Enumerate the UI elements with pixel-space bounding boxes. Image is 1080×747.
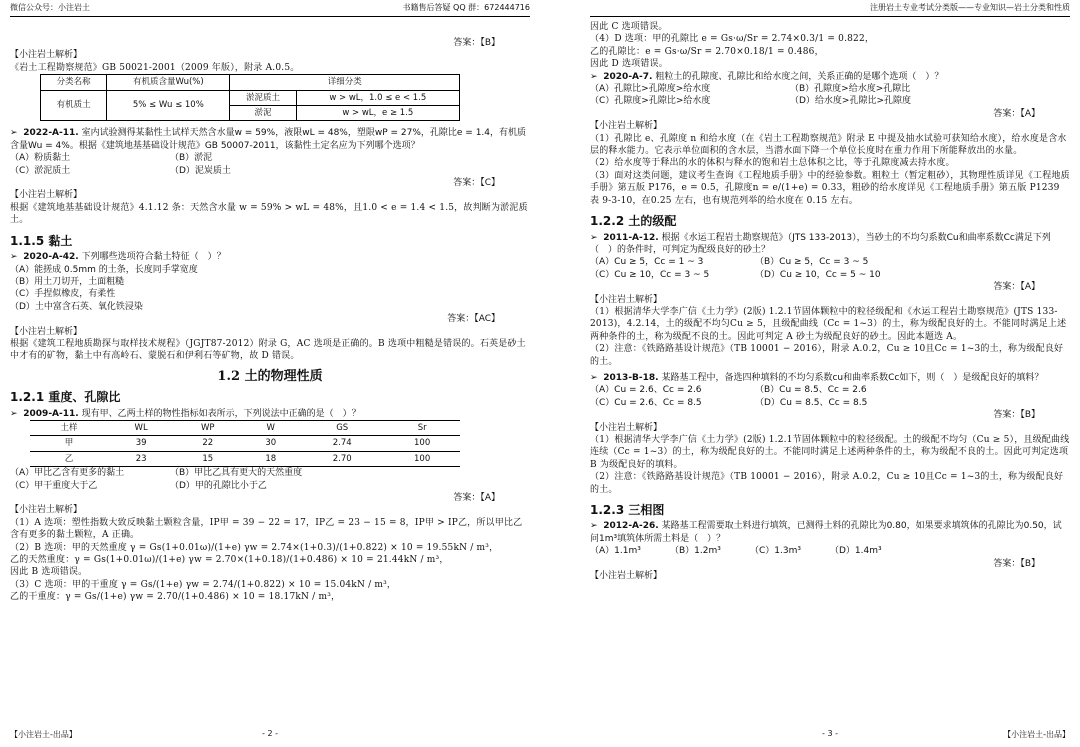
question: ➢ 2009-A-11. 现有甲、乙两土样的物性指标如表所示，下列说法中正确的是（ ）？	[10, 408, 361, 419]
option: （D）给水度>孔隙比>孔隙度	[790, 96, 912, 107]
question-text: 某路基工程中，备选四种填料的不均匀系数cu和曲率系数Cc如下，则（ ）是级配良好的填料？	[661, 372, 1044, 383]
page-body	[10, 17, 530, 604]
option: （B）孔隙度>给水度>孔隙比	[790, 84, 911, 95]
question-text: 粗粒土的孔隙度、孔隙比和给水度之间，关系正确的是哪个选项（ ）？	[655, 71, 944, 82]
explanation-text: （2）B 选项：甲的天然重度 γ = Gs(1+0.01ω)/(1+e) γw = 2.74×(1+0.3)/(1+0.822) × 10 = 19.55kN / m³，	[10, 542, 499, 553]
table-row	[30, 451, 460, 466]
table-cell: 15	[174, 451, 241, 466]
options	[590, 384, 1070, 409]
options	[590, 545, 1070, 557]
section-heading: 1.2.1 重度、孔隙比	[10, 390, 121, 405]
organic-soil-table	[40, 74, 460, 121]
page-footer	[590, 729, 1070, 743]
table-cell: 30	[241, 436, 300, 451]
answer-label: 答案：【AC】	[447, 314, 500, 325]
table-cell: 淤泥质土	[230, 90, 296, 105]
options	[10, 152, 530, 177]
option: （B）淤泥	[170, 153, 213, 164]
answer-label: 答案：【A】	[453, 493, 500, 503]
option: （D）1.4m³	[830, 546, 882, 557]
explanation-text: （2）给水度等于释出的水的体积与释水的饱和岩土总体积之比，等于孔隙度减去持水度。	[590, 158, 955, 169]
question-id: 2012-A-26.	[603, 521, 659, 532]
question: ➢ 2020-A-42. 下列哪些选项符合黏土特征（ ）？	[10, 252, 226, 263]
table-cell: w > wL，1.0 ≤ e < 1.5	[296, 90, 459, 105]
answer-label: 答案：【A】	[993, 108, 1040, 119]
explanation-text: （1）根据清华大学李广信《土力学》(2版) 1.2.1节固体颗粒中的粒径级配和《水运工程岩土勘察规范》(JTS 133-2013)，4.2.14，土的级配不均匀Cu ≥ 5，且级配曲线（Cc = 1~3）的土，称为级配良好的土。不能同时满足上述两种条件的土，称为级配不良的土。因此可判定 A 砂土为级配良好的砂土。因此本题选 A。	[590, 306, 1067, 342]
table-header: 有机质含量Wu(%)	[107, 75, 230, 90]
answer-label: 答案：【A】	[993, 282, 1040, 293]
section-heading: 1.2.3 三相图	[590, 503, 665, 518]
right-page	[540, 0, 1080, 747]
table-header: GS	[300, 420, 384, 435]
section-heading: 1.1.5 黏土	[10, 233, 73, 248]
option: （A）Cu = 2.6、Cc = 2.6	[590, 385, 702, 396]
option: （A）Cu ≥ 5，Cc = 1 ~ 3	[590, 257, 704, 268]
option: （B）Cu ≥ 5，Cc = 3 ~ 5	[755, 257, 869, 268]
table-header: WL	[108, 420, 174, 435]
footer-brand: 【小注岩土-出品】	[1003, 730, 1070, 739]
options	[590, 83, 1070, 108]
table-cell: 乙	[30, 451, 108, 466]
question-text: 某路基工程需要取土料进行填筑，已测得土料的孔隙比为0.80，如果要求填筑体的孔隙比为0.50，试问1m³填筑体所需土料是（ ）？	[590, 521, 1062, 544]
question: ➢ 2012-A-26. 某路基工程需要取土料进行填筑，已测得土料的孔隙比为0.80，如果要求填筑体的孔隙比为0.50，试问1m³填筑体所需土料是（ ）？	[590, 521, 1062, 544]
option: （A）粉质黏土	[10, 153, 71, 164]
table-header: Sr	[384, 420, 460, 435]
options	[10, 467, 530, 492]
explanation-tag: 【小注岩土解析】	[10, 190, 83, 201]
option: （A）孔隙比>孔隙度>给水度	[590, 84, 711, 95]
header-right-text: 书籍售后答疑 QQ 群：672444716	[402, 3, 530, 12]
explanation-tag: 【小注岩土解析】	[590, 422, 663, 433]
option: （A）能搓成 0.5mm 的土条，长度同手掌宽度	[10, 264, 198, 275]
table-cell: 23	[108, 451, 174, 466]
question-id: 2022-A-11.	[23, 128, 79, 139]
option: （A）甲比乙含有更多的黏土	[10, 468, 125, 479]
explanation-text: 根据《建筑工程地质勘探与取样技术规程》（JGJT87-2012）附录 G，AC 选项是正确的。B 选项中粗糙是错误的。石英是砂土中才有的矿物，黏土中有高岭石、蒙脱石和伊利石等矿物，故 D 错误。	[10, 338, 526, 362]
explanation-text: 乙的孔隙比：e = Gs·ω/Sr = 2.70×0.18/1 = 0.486，	[590, 46, 824, 57]
table-cell: 18	[241, 451, 300, 466]
option: （C）Cu ≥ 10，Cc = 3 ~ 5	[590, 269, 710, 280]
question: ➢ 2013-B-18. 某路基工程中，备选四种填料的不均匀系数cu和曲率系数Cc如下，则（ ）是级配良好的填料？	[590, 372, 1044, 383]
option: （B）甲比乙具有更大的天然重度	[170, 468, 303, 479]
table-cell: 有机质土	[41, 90, 107, 121]
option: （C）淤泥质土	[10, 165, 71, 176]
question-id: 2013-B-18.	[603, 372, 659, 383]
table-cell: 5% ≤ Wu ≤ 10%	[107, 90, 230, 121]
option: （C）甲干重度大于乙	[10, 480, 98, 491]
soil-sample-table	[30, 420, 460, 467]
header-left-text: 微信公众号：小注岩土	[10, 3, 90, 12]
question: ➢ 2020-A-7. 粗粒土的孔隙度、孔隙比和给水度之间，关系正确的是哪个选项（ ）？	[590, 71, 944, 82]
explanation-text: 因此 D 选项错误。	[590, 59, 668, 70]
option: （B）Cu = 8.5、Cc = 2.6	[755, 385, 867, 396]
chapter-heading: 1.2 土的物理性质	[217, 368, 323, 384]
explanation-text: （3）面对这类问题，建议考生查询《工程地质手册》中的经验参数。粗粒土（暂定粗砂），其物理性质详见《工程地质手册》第五版 P176，e = 0.5，孔隙度n = e/(1+e) = 0.33，粗砂的给水度详见《工程地质手册》第五版 P1239 表 9-3-10，在0.25 左右，也有规范列举的给水度在 0.15 左右。	[590, 170, 1070, 206]
page-header	[590, 0, 1070, 17]
explanation-text: （2）注意：《铁路路基设计规范》（TB 10001 − 2016），附录 A.0.2，Cu ≥ 10且Cc = 1~3的土，称为级配良好的土。	[590, 472, 1064, 495]
explanation-tag: 【小注岩土解析】	[10, 505, 83, 516]
answer-label: 答案：【B】	[993, 558, 1040, 569]
explanation-text: （4）D 选项：甲的孔隙比 e = Gs·ω/Sr = 2.74×0.3/1 = 0.822，	[590, 34, 875, 45]
explanation-text: （1）A 选项：塑性指数大致反映黏土颗粒含量，IP甲 = 39 − 22 = 17，IP乙 = 23 − 15 = 8，IP甲 > IP乙，所以甲比乙含有更多的黏土颗粒，A 正确。	[10, 517, 523, 541]
option: （C）Cu = 2.6、Cc = 8.5	[590, 397, 702, 408]
table-cell: 淤泥	[230, 106, 296, 121]
explanation-text: （3）C 选项：甲的干重度 γ = Gs/(1+e) γw = 2.74/(1+0.822) × 10 = 15.04kN / m³，	[10, 579, 397, 590]
table-header: WP	[174, 420, 241, 435]
page-number: - 2 -	[262, 729, 278, 738]
answer-label: 答案：【B】	[993, 410, 1040, 421]
answer-label: 答案：【C】	[453, 178, 500, 189]
table-cell: 100	[384, 451, 460, 466]
explanation-tag: 【小注岩土解析】	[590, 294, 663, 305]
question: ➢ 2022-A-11. 室内试验测得某黏性土试样天然含水量w = 59%，液限wL = 48%，塑限wP = 27%，孔隙比e = 1.4，有机质含量Wu = 4%。根据《建筑地基基础设计规范》GB 50007-2011，该黏性土定名应为下列哪个选项？	[10, 128, 527, 151]
option: （C）孔隙度>孔隙比>给水度	[590, 96, 711, 107]
option: （D）土中富含石英、氧化铁浸染	[10, 301, 143, 312]
footer-brand: 【小注岩土-出品】	[10, 730, 77, 739]
option: （D）Cu ≥ 10，Cc = 5 ~ 10	[755, 269, 881, 280]
question-id: 2020-A-42.	[23, 252, 79, 263]
table-cell: w > wL，e ≥ 1.5	[296, 106, 459, 121]
table-cell: 100	[384, 436, 460, 451]
explanation-text: 根据《建筑地基基础设计规范》4.1.12 条：天然含水量 w = 59% > wL = 48%，且1.0 < e = 1.4 < 1.5，故判断为淤泥质土。	[10, 202, 528, 226]
explanation-text: 乙的干重度：γ = Gs/(1+e) γw = 2.70/(1+0.486) × 10 = 18.17kN / m³，	[10, 592, 341, 603]
option: （D）泥炭质土	[170, 165, 231, 176]
explanation-tag: 【小注岩土解析】	[10, 326, 83, 337]
option: （B）用土刀切开，土面粗糙	[10, 276, 125, 287]
answer-label: 答案：【B】	[453, 38, 500, 48]
option: （D）甲的孔隙比小于乙	[170, 480, 267, 491]
header-right-text: 注册岩土专业考试分类版——专业知识—岩土分类和性质	[870, 3, 1070, 12]
explanation-tag: 【小注岩土解析】	[590, 121, 663, 132]
question-id: 2011-A-12.	[603, 232, 659, 243]
table-header: 分类名称	[41, 75, 107, 90]
table-row	[30, 436, 460, 451]
page-footer	[10, 729, 530, 743]
option: （C）手捏似橡皮，有柔性	[10, 289, 116, 300]
table-cell: 甲	[30, 436, 108, 451]
question-id: 2020-A-7.	[603, 71, 653, 82]
question-text: 下列哪些选项符合黏土特征（ ）？	[81, 252, 226, 263]
explanation-text: 因此 C 选项错误。	[590, 22, 668, 32]
question-id: 2009-A-11.	[23, 408, 79, 419]
option: （A）1.1m³	[590, 546, 641, 557]
table-header: 土样	[30, 420, 108, 435]
page-number: - 3 -	[822, 729, 838, 738]
option: （C）1.3m³	[750, 546, 801, 557]
section-heading: 1.2.2 土的级配	[590, 214, 677, 229]
table-cell: 2.70	[300, 451, 384, 466]
explanation-text: 因此 B 选项错误。	[10, 567, 88, 578]
question: ➢ 2011-A-12. 根据《水运工程岩土勘察规范》（JTS 133-2013），当砂土的不均匀系数Cu和曲率系数Cc满足下列（ ）的条件时，可判定为配级良好的砂土？	[590, 232, 1051, 255]
table-header: W	[241, 420, 300, 435]
explanation-tag: 【小注岩土解析】	[590, 571, 663, 582]
option: （B）1.2m³	[670, 546, 721, 557]
page-body	[590, 17, 1070, 582]
page-header	[10, 0, 530, 17]
question-text: 现有甲、乙两土样的物性指标如表所示，下列说法中正确的是（ ）？	[81, 408, 361, 419]
table-cell: 2.74	[300, 436, 384, 451]
question-text: 室内试验测得某黏性土试样天然含水量w = 59%，液限wL = 48%，塑限wP = 27%，孔隙比e = 1.4，有机质含量Wu = 4%。根据《建筑地基基础设计规范》GB 50007-2011，该黏性土定名应为下列哪个选项？	[10, 128, 527, 151]
explanation-text: 乙的天然重度：γ = Gs(1+0.01ω)/(1+e) γw = 2.70×(1+0.18)/(1+0.486) × 10 = 21.44kN / m³，	[10, 555, 449, 566]
question-text: 根据《水运工程岩土勘察规范》（JTS 133-2013），当砂土的不均匀系数Cu和曲率系数Cc满足下列（ ）的条件时，可判定为配级良好的砂土？	[590, 232, 1051, 255]
explanation-tag: 【小注岩土解析】	[10, 50, 83, 61]
table-cell: 39	[108, 436, 174, 451]
option: （D）Cu = 8.5、Cc = 8.5	[755, 397, 868, 408]
explanation-text: 《岩土工程勘察规范》GB 50021-2001（2009 年版），附录 A.0.5。	[10, 62, 300, 73]
explanation-text: （1）根据清华大学李广信《土力学》(2版) 1.2.1节固体颗粒中的粒径级配。土的级配不均匀（Cu ≥ 5），且级配曲线连续（Cc = 1~3）的土，称为级配良好的土。不能同时满足上述两种条件的土，称为级配不良的土。因此可判定选项 B 为级配良好的填料。	[590, 435, 1070, 470]
table-cell: 22	[174, 436, 241, 451]
explanation-text: （2）注意：《铁路路基设计规范》（TB 10001 − 2016），附录 A.0.2，Cu ≥ 10且Cc = 1~3的土，称为级配良好的土。	[590, 344, 1064, 367]
explanation-text: （1）孔隙比 e、孔隙度 n 和给水度（在《岩土工程勘察规范》附录 E 中提及抽水试验可获知给水度），给水度是含水层的释水能力。它表示单位面积的含水层，当潜水面下降一个单位长度时在重力作用下所能释放出的水量。	[590, 133, 1067, 157]
options	[590, 256, 1070, 281]
table-header: 详细分类	[230, 75, 460, 90]
